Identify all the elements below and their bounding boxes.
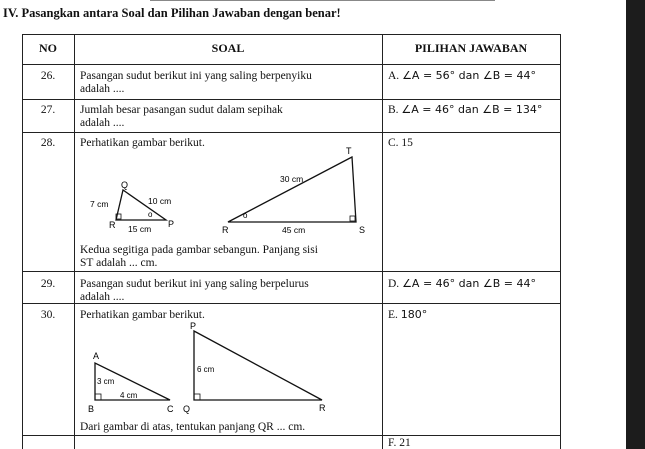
grid-line bbox=[22, 34, 23, 449]
grid-line bbox=[22, 132, 561, 133]
row-number: 29. bbox=[40, 278, 56, 290]
choice-item[interactable]: F. 21 bbox=[388, 437, 411, 449]
choice-text: ∠A = 46° dan ∠B = 134° bbox=[401, 103, 543, 116]
question-text: Pasangan sudut berikut ini yang saling berpenyiku bbox=[80, 70, 312, 82]
question-text: Perhatikan gambar berikut. bbox=[80, 137, 205, 149]
row-number: 27. bbox=[40, 104, 56, 116]
angle-mark: o bbox=[148, 210, 153, 219]
question-text: ST adalah ... cm. bbox=[80, 257, 158, 269]
side-length: 45 cm bbox=[282, 225, 306, 235]
question-text: Dari gambar di atas, tentukan panjang QR ... cm. bbox=[80, 421, 306, 433]
grid-line bbox=[560, 34, 561, 449]
grid-line bbox=[22, 64, 561, 65]
grid-line bbox=[74, 34, 75, 449]
choice-letter: B. bbox=[388, 104, 399, 116]
question-text: Pasangan sudut berikut ini yang saling berpelurus bbox=[80, 278, 309, 290]
right-angle-mark bbox=[350, 216, 355, 221]
row-number: 30. bbox=[40, 309, 56, 321]
vertex-label: R bbox=[109, 220, 116, 230]
section-title: IV. Pasangkan antara Soal dan Pilihan Jawaban dengan benar! bbox=[3, 6, 341, 20]
small-triangle-abc bbox=[88, 351, 174, 414]
vertex-label: S bbox=[359, 225, 366, 235]
side-length: 4 cm bbox=[120, 391, 138, 400]
choice-letter: E. bbox=[388, 309, 398, 321]
side-length: 30 cm bbox=[280, 174, 304, 184]
choice-item[interactable] bbox=[388, 278, 536, 290]
right-angle-mark bbox=[194, 394, 200, 400]
vertex-label: A bbox=[93, 351, 100, 361]
row-number: 28. bbox=[40, 137, 56, 149]
question-text: adalah .... bbox=[80, 117, 125, 129]
angle-mark: o bbox=[243, 211, 248, 220]
choice-text: ∠A = 46° dan ∠B = 44° bbox=[402, 277, 536, 290]
triangle-figure-30 bbox=[76, 318, 376, 418]
question-text: Kedua segitiga pada gambar sebangun. Panjang sisi bbox=[80, 244, 318, 256]
grid-line bbox=[22, 34, 561, 35]
vertex-label: B bbox=[88, 404, 95, 414]
side-length: 7 cm bbox=[90, 199, 109, 209]
choice-text: ∠A = 56° dan ∠B = 44° bbox=[402, 69, 536, 82]
right-angle-mark bbox=[95, 394, 101, 400]
choice-item[interactable] bbox=[388, 104, 542, 116]
vertex-label: P bbox=[190, 321, 197, 331]
grid-line bbox=[22, 435, 561, 436]
question-text: Perhatikan gambar berikut. bbox=[80, 309, 205, 321]
vertex-label: R bbox=[319, 403, 326, 413]
choice-letter: A. bbox=[388, 70, 400, 82]
question-text: adalah .... bbox=[80, 291, 125, 303]
vertex-label: T bbox=[346, 146, 352, 156]
side-bar bbox=[626, 0, 645, 449]
large-triangle-trs bbox=[222, 146, 365, 235]
question-text: Jumlah besar pasangan sudut dalam sepihak bbox=[80, 104, 283, 116]
choice-item[interactable] bbox=[388, 309, 427, 321]
question-text: adalah .... bbox=[80, 83, 125, 95]
row-number: 26. bbox=[40, 70, 56, 82]
side-length: 10 cm bbox=[148, 196, 172, 206]
choice-item[interactable] bbox=[388, 70, 536, 82]
vertex-label: Q bbox=[121, 180, 129, 190]
top-rule bbox=[150, 0, 495, 1]
side-length: 6 cm bbox=[197, 365, 215, 374]
small-triangle-qrp bbox=[90, 180, 174, 234]
vertex-label: P bbox=[168, 219, 175, 229]
choice-letter: D. bbox=[388, 278, 400, 290]
choice-item[interactable]: C. 15 bbox=[388, 137, 413, 149]
header-no: NO bbox=[39, 41, 57, 55]
grid-line bbox=[22, 99, 561, 100]
header-soal: SOAL bbox=[211, 41, 245, 55]
vertex-label: C bbox=[167, 404, 174, 414]
side-length: 3 cm bbox=[97, 377, 115, 386]
vertex-label: R bbox=[222, 225, 229, 235]
header-pilihan: PILIHAN JAWABAN bbox=[414, 41, 528, 55]
large-triangle-pqr bbox=[183, 321, 326, 414]
grid-line bbox=[22, 271, 561, 272]
grid-line bbox=[382, 34, 383, 449]
choice-text: 180° bbox=[400, 308, 428, 321]
side-length: 15 cm bbox=[128, 224, 152, 234]
vertex-label: Q bbox=[183, 404, 191, 414]
grid-line bbox=[22, 303, 561, 304]
triangle-figure-28 bbox=[76, 145, 376, 240]
